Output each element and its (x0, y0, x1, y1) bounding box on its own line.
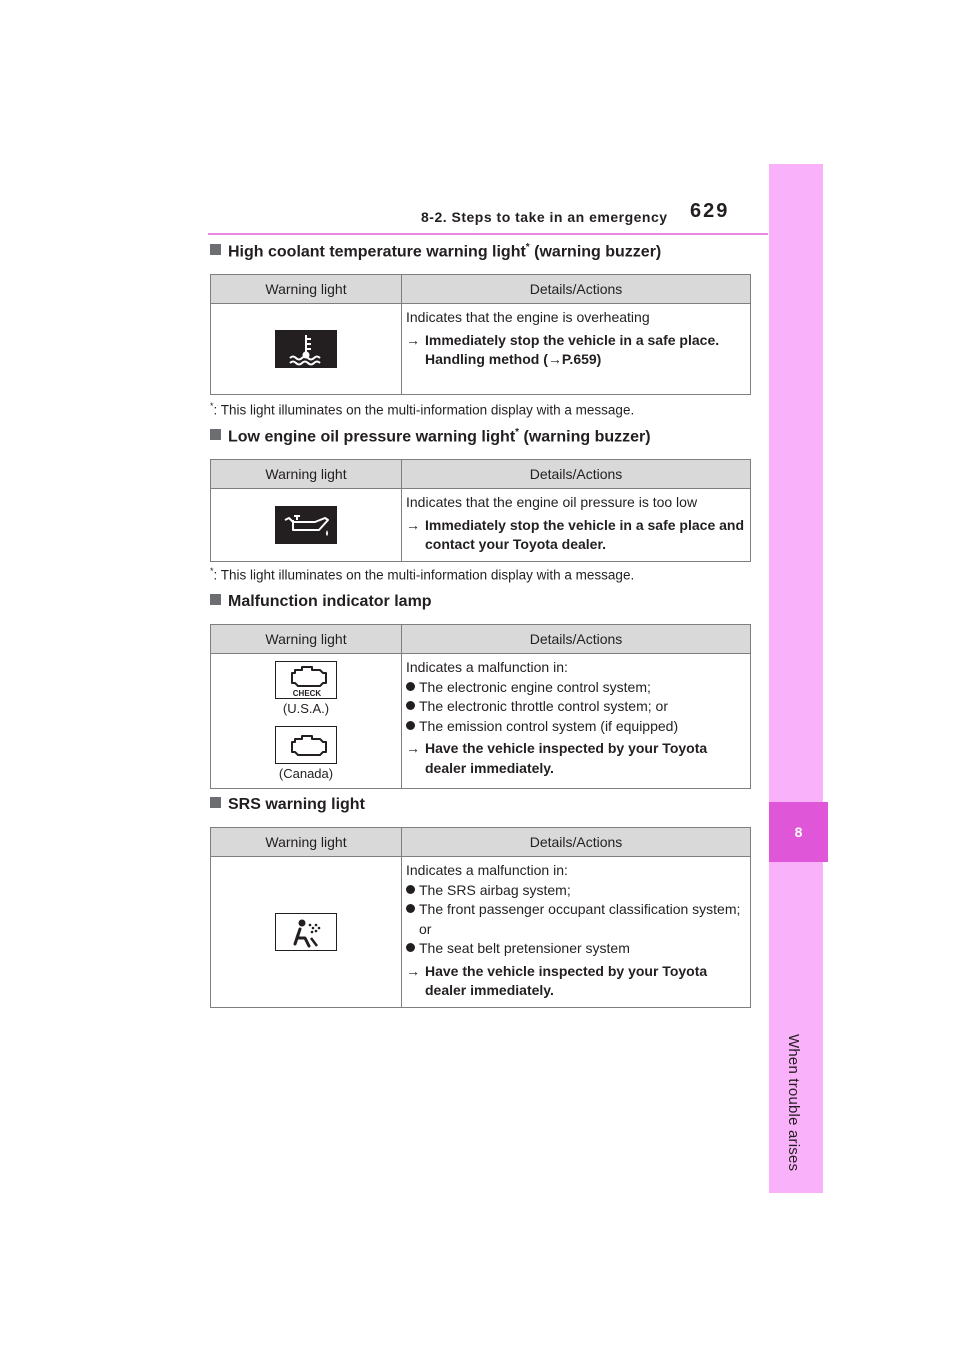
arrow-icon: → (406, 516, 420, 533)
square-bullet-icon (210, 797, 221, 808)
arrow-icon: → (406, 331, 420, 348)
list-item: The seat belt pretensioner system (406, 939, 746, 959)
malfunction-heading: Malfunction indicator lamp (210, 593, 432, 611)
page-reference-link[interactable]: P.659) (561, 351, 602, 367)
list-item: The SRS airbag system; (406, 881, 746, 901)
coolant-details: Indicates that the engine is overheating (406, 309, 650, 325)
table-header-details: Details/Actions (402, 275, 751, 304)
table-header-details: Details/Actions (402, 625, 751, 654)
list-item: The electronic throttle control system; or (406, 697, 746, 717)
region-canada: (Canada) (278, 766, 334, 781)
arrow-icon: → (547, 351, 562, 367)
header-rule (208, 233, 768, 235)
srs-details: Indicates a malfunction in: (406, 862, 568, 878)
malfunction-indicator-table (210, 624, 751, 789)
square-bullet-icon (210, 429, 221, 440)
table-header-details: Details/Actions (402, 828, 751, 857)
list-item: The front passenger occupant classification system; or (406, 900, 746, 939)
chapter-sidebar (769, 164, 823, 1193)
srs-heading: SRS warning light (210, 796, 365, 814)
coolant-warning-table (210, 274, 751, 395)
coolant-temperature-icon (275, 330, 337, 368)
region-usa: (U.S.A.) (282, 701, 330, 716)
coolant-heading: High coolant temperature warning light* (warning buzzer) (210, 242, 661, 261)
table-header-warning-light: Warning light (211, 828, 402, 857)
coolant-footnote: *: This light illuminates on the multi-information display with a message. (210, 401, 635, 418)
oil-pressure-warning-table (210, 459, 751, 562)
srs-warning-table (210, 827, 751, 1008)
engine-icon (275, 726, 337, 764)
arrow-icon: → (406, 740, 420, 756)
oil-pressure-icon (275, 506, 337, 544)
srs-airbag-icon (275, 913, 337, 951)
table-header-warning-light: Warning light (211, 625, 402, 654)
square-bullet-icon (210, 244, 221, 255)
square-bullet-icon (210, 594, 221, 605)
oil-pressure-details: Indicates that the engine oil pressure is too low (406, 494, 698, 510)
list-item: The emission control system (if equipped) (406, 717, 746, 737)
malfunction-details: Indicates a malfunction in: (406, 659, 568, 675)
oil-pressure-heading: Low engine oil pressure warning light* (warning buzzer) (210, 427, 651, 446)
check-engine-icon (275, 661, 337, 699)
chapter-title: When trouble arises (785, 1034, 802, 1172)
oil-pressure-action: Immediately stop the vehicle in a safe place and contact your Toyota dealer. (425, 516, 745, 552)
check-label: CHECK (292, 689, 322, 698)
table-header-details: Details/Actions (402, 460, 751, 489)
malfunction-action: Have the vehicle inspected by your Toyota dealer immediately. (425, 740, 708, 776)
page-number: 629 (690, 200, 730, 222)
chapter-tab[interactable]: 8 (769, 802, 828, 862)
arrow-icon: → (406, 962, 420, 979)
section-title: 8-2. Steps to take in an emergency (421, 209, 668, 225)
list-item: The electronic engine control system; (406, 678, 746, 698)
table-header-warning-light: Warning light (211, 460, 402, 489)
srs-action: Have the vehicle inspected by your Toyota dealer immediately. (425, 962, 708, 998)
coolant-handling: Handling method ( (425, 351, 548, 367)
table-header-warning-light: Warning light (211, 275, 402, 304)
oil-pressure-footnote: *: This light illuminates on the multi-information display with a message. (210, 566, 635, 583)
coolant-action: Immediately stop the vehicle in a safe place. (425, 331, 720, 348)
